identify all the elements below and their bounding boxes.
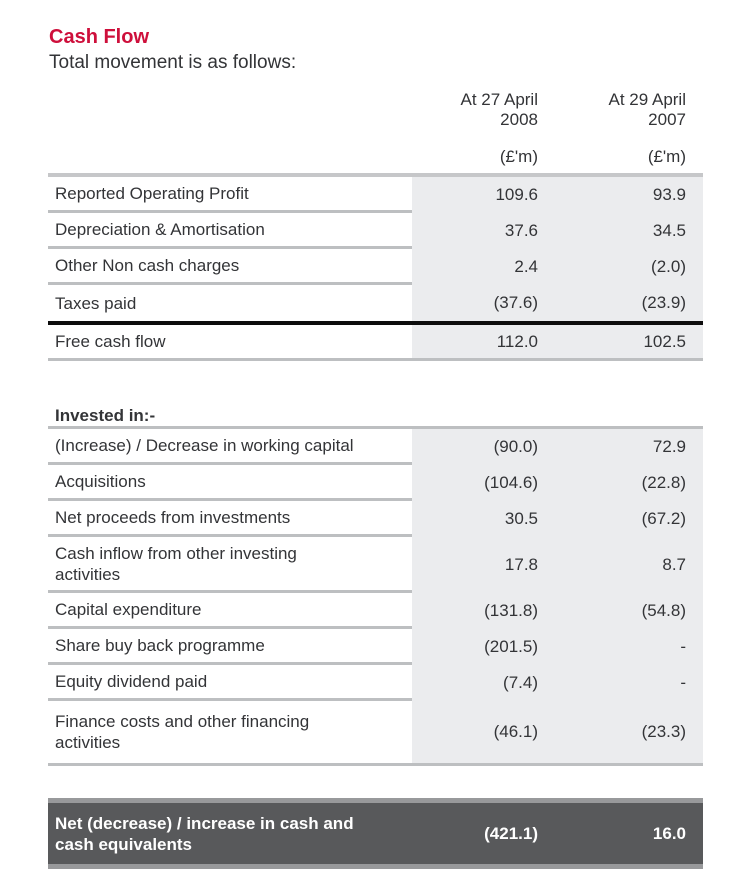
row-label: (Increase) / Decrease in working capital: [55, 436, 354, 455]
value-2008: (104.6): [484, 473, 538, 492]
value-2007: (23.9): [641, 293, 686, 312]
table-row: [48, 465, 703, 501]
table-row: [48, 285, 703, 321]
row-label-line2: activities: [55, 733, 121, 752]
footer-value-2008: (421.1): [484, 823, 538, 843]
row-label: Capital expenditure: [55, 600, 202, 619]
row-label: Finance costs and other financing: [55, 712, 310, 731]
column-header-2008-line1: At 27 April: [460, 90, 538, 109]
row-label: Cash inflow from other investing: [55, 543, 297, 563]
row-label-line2: activities: [55, 564, 121, 584]
value-2008: 2.4: [514, 257, 538, 276]
value-2008: (7.4): [503, 673, 538, 692]
invested-in-table: [48, 426, 703, 766]
column-header-2007: [538, 90, 686, 130]
footer-label-line2: cash equivalents: [55, 834, 193, 854]
unit-2008: (£'m): [499, 147, 538, 166]
row-label: Reported Operating Profit: [55, 184, 249, 203]
value-2008: (201.5): [484, 637, 538, 656]
column-header-2008: [412, 90, 538, 130]
table2-bottom-rule: [48, 763, 703, 766]
table-row: [48, 177, 703, 213]
value-2007: -: [680, 673, 686, 692]
page-subtitle: Total movement is as follows:: [49, 52, 297, 73]
value-2008: (90.0): [493, 437, 538, 456]
table1-bottom-rule: [48, 358, 703, 361]
table-row: [48, 537, 703, 593]
value-2008: (37.6): [493, 293, 538, 312]
value-2007: 34.5: [652, 221, 686, 240]
page-title: Cash Flow: [49, 26, 150, 48]
row-label: Acquisitions: [55, 472, 146, 491]
table-row: [48, 429, 703, 465]
row-label: Depreciation & Amortisation: [55, 220, 265, 239]
free-cash-flow-row: [48, 325, 703, 358]
value-2008: 30.5: [504, 509, 538, 528]
column-headers: [48, 90, 703, 130]
table-row: [48, 593, 703, 629]
table-row: [48, 701, 703, 763]
row-label: Net proceeds from investments: [55, 508, 291, 527]
value-2007: 93.9: [652, 185, 686, 204]
header-spacer: [48, 90, 412, 130]
row-label: Equity dividend paid: [55, 672, 208, 691]
value-2007: (67.2): [641, 509, 686, 528]
column-header-2007-line1: At 29 April: [608, 90, 686, 109]
value-2008: (131.8): [484, 601, 538, 620]
column-header-2008-line2: 2008: [500, 110, 538, 129]
section-heading: Invested in:-: [55, 406, 156, 425]
table-row: [48, 665, 703, 701]
value-2008: 109.6: [495, 185, 538, 204]
value-2007: -: [680, 637, 686, 656]
operating-cash-flow-table: [48, 173, 703, 361]
column-header-2007-line2: 2007: [648, 110, 686, 129]
value-2007: (22.8): [641, 473, 686, 492]
value-2007: 72.9: [652, 437, 686, 456]
value-2008: 17.8: [504, 555, 538, 574]
net-movement-row: [48, 798, 703, 869]
table-row: [48, 629, 703, 665]
value-2007: (23.3): [641, 722, 686, 741]
value-2007: 102.5: [643, 331, 686, 351]
footer-value-2007: 16.0: [652, 823, 686, 843]
table-row: [48, 213, 703, 249]
table-row: [48, 501, 703, 537]
value-2007: (2.0): [651, 257, 686, 276]
value-2007: 8.7: [662, 555, 686, 574]
table-row: [48, 249, 703, 285]
value-2008: 112.0: [496, 331, 538, 351]
value-2008: (46.1): [493, 722, 538, 741]
row-label: Other Non cash charges: [55, 256, 240, 275]
value-2008: 37.6: [504, 221, 538, 240]
row-label: Taxes paid: [55, 293, 137, 313]
unit-row: [48, 147, 703, 167]
footer-label-line1: Net (decrease) / increase in cash and: [55, 813, 354, 833]
row-label: Share buy back programme: [55, 636, 265, 655]
unit-2007: (£'m): [647, 147, 686, 166]
row-label: Free cash flow: [55, 332, 166, 351]
value-2007: (54.8): [641, 601, 686, 620]
